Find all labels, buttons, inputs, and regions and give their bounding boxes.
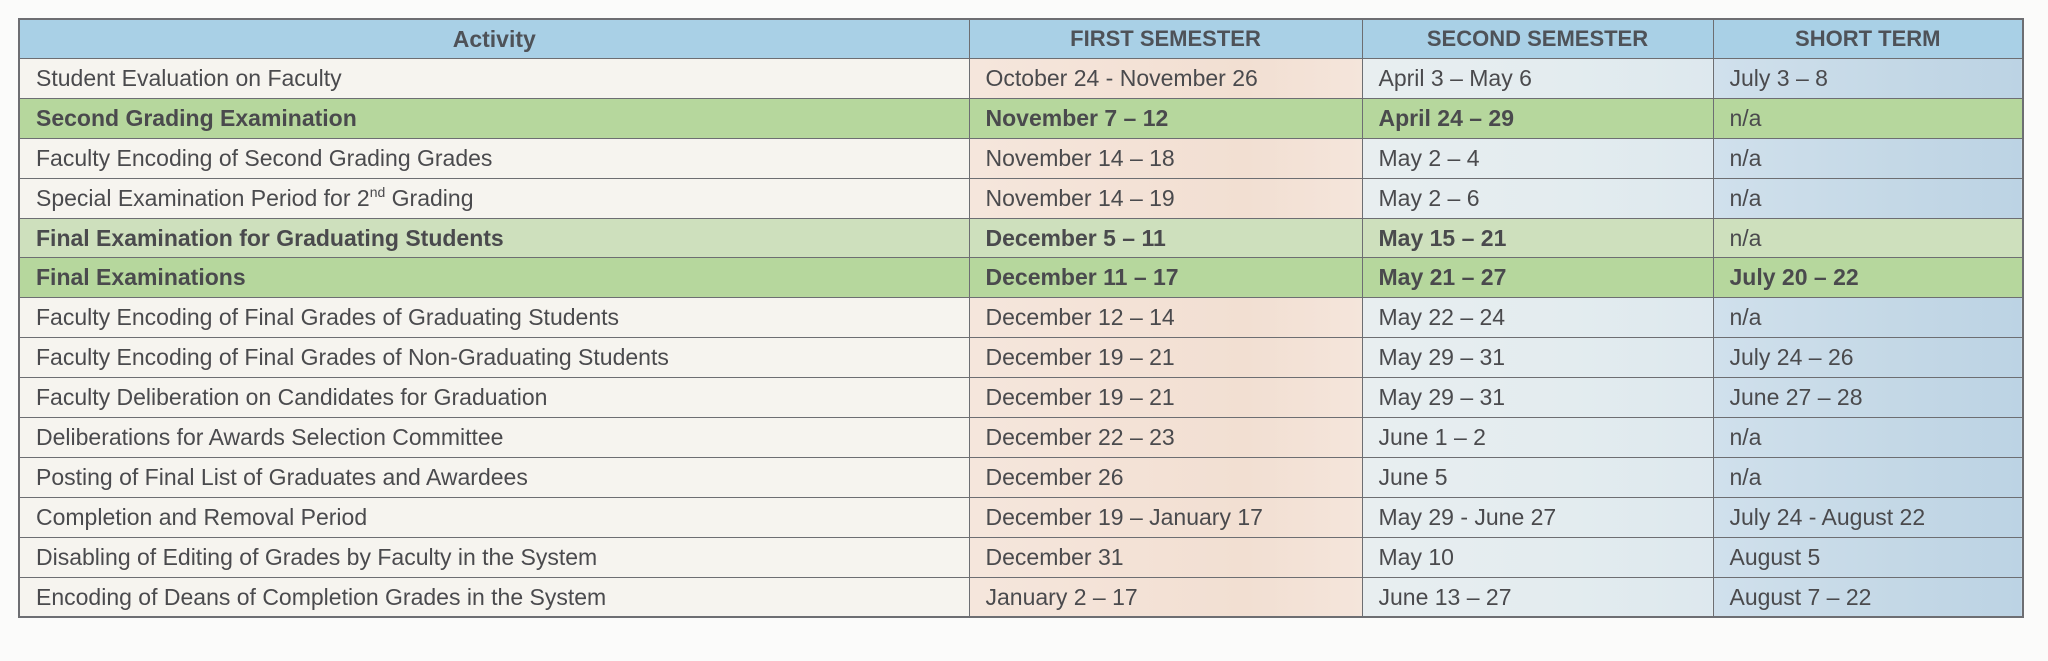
first-semester-cell: December 12 – 14 bbox=[969, 298, 1362, 338]
table-header bbox=[19, 19, 2023, 59]
activity-cell: Final Examinations bbox=[19, 258, 969, 298]
second-semester-cell: May 2 – 6 bbox=[1362, 178, 1713, 218]
activity-cell: Completion and Removal Period bbox=[19, 497, 969, 537]
table-row bbox=[19, 457, 2023, 497]
short-term-cell: August 7 – 22 bbox=[1713, 577, 2023, 617]
short-term-cell: n/a bbox=[1713, 418, 2023, 458]
header-first-semester: FIRST SEMESTER bbox=[969, 19, 1362, 59]
activity-cell: Second Grading Examination bbox=[19, 98, 969, 138]
first-semester-cell: December 26 bbox=[969, 457, 1362, 497]
second-semester-cell: April 24 – 29 bbox=[1362, 98, 1713, 138]
short-term-cell: n/a bbox=[1713, 138, 2023, 178]
short-term-cell: July 20 – 22 bbox=[1713, 258, 2023, 298]
activity-cell: Encoding of Deans of Completion Grades in the System bbox=[19, 577, 969, 617]
activity-cell: Faculty Encoding of Second Grading Grades bbox=[19, 138, 969, 178]
first-semester-cell: December 19 – 21 bbox=[969, 338, 1362, 378]
header-short-term: SHORT TERM bbox=[1713, 19, 2023, 59]
short-term-cell: August 5 bbox=[1713, 537, 2023, 577]
second-semester-cell: May 29 – 31 bbox=[1362, 378, 1713, 418]
table-row-highlighted bbox=[19, 218, 2023, 258]
first-semester-cell: December 11 – 17 bbox=[969, 258, 1362, 298]
second-semester-cell: May 2 – 4 bbox=[1362, 138, 1713, 178]
activity-cell bbox=[19, 178, 969, 218]
ordinal-superscript: nd bbox=[369, 183, 386, 200]
activity-cell: Deliberations for Awards Selection Committee bbox=[19, 418, 969, 458]
first-semester-cell: December 19 – January 17 bbox=[969, 497, 1362, 537]
table-row bbox=[19, 577, 2023, 617]
table-row bbox=[19, 418, 2023, 458]
second-semester-cell: April 3 – May 6 bbox=[1362, 59, 1713, 99]
first-semester-cell: October 24 - November 26 bbox=[969, 59, 1362, 99]
academic-calendar-table bbox=[18, 18, 2024, 618]
table-row bbox=[19, 497, 2023, 537]
table-row bbox=[19, 537, 2023, 577]
first-semester-cell: December 22 – 23 bbox=[969, 418, 1362, 458]
activity-cell: Final Examination for Graduating Students bbox=[19, 218, 969, 258]
second-semester-cell: June 13 – 27 bbox=[1362, 577, 1713, 617]
table-row-highlighted bbox=[19, 98, 2023, 138]
second-semester-cell: May 15 – 21 bbox=[1362, 218, 1713, 258]
short-term-cell: July 24 – 26 bbox=[1713, 338, 2023, 378]
activity-cell: Faculty Encoding of Final Grades of Non-Graduating Students bbox=[19, 338, 969, 378]
activity-cell: Faculty Encoding of Final Grades of Graduating Students bbox=[19, 298, 969, 338]
second-semester-cell: May 21 – 27 bbox=[1362, 258, 1713, 298]
short-term-cell: June 27 – 28 bbox=[1713, 378, 2023, 418]
header-row bbox=[19, 19, 2023, 59]
first-semester-cell: December 5 – 11 bbox=[969, 218, 1362, 258]
short-term-cell: n/a bbox=[1713, 298, 2023, 338]
first-semester-cell: November 7 – 12 bbox=[969, 98, 1362, 138]
table-row bbox=[19, 378, 2023, 418]
short-term-cell: n/a bbox=[1713, 457, 2023, 497]
second-semester-cell: May 10 bbox=[1362, 537, 1713, 577]
activity-cell: Faculty Deliberation on Candidates for Graduation bbox=[19, 378, 969, 418]
first-semester-cell: January 2 – 17 bbox=[969, 577, 1362, 617]
second-semester-cell: May 29 – 31 bbox=[1362, 338, 1713, 378]
activity-cell: Disabling of Editing of Grades by Faculty in the System bbox=[19, 537, 969, 577]
table-row bbox=[19, 178, 2023, 218]
table-row bbox=[19, 338, 2023, 378]
first-semester-cell: November 14 – 19 bbox=[969, 178, 1362, 218]
second-semester-cell: June 5 bbox=[1362, 457, 1713, 497]
short-term-cell: July 3 – 8 bbox=[1713, 59, 2023, 99]
activity-text-tail: Grading bbox=[385, 184, 474, 211]
first-semester-cell: November 14 – 18 bbox=[969, 138, 1362, 178]
table-row bbox=[19, 298, 2023, 338]
short-term-cell: n/a bbox=[1713, 98, 2023, 138]
activity-cell: Student Evaluation on Faculty bbox=[19, 59, 969, 99]
activity-cell: Posting of Final List of Graduates and Awardees bbox=[19, 457, 969, 497]
short-term-cell: n/a bbox=[1713, 178, 2023, 218]
first-semester-cell: December 31 bbox=[969, 537, 1362, 577]
short-term-cell: July 24 - August 22 bbox=[1713, 497, 2023, 537]
activity-text: Special Examination Period for 2 bbox=[36, 184, 370, 211]
table-body bbox=[19, 59, 2023, 618]
second-semester-cell: May 22 – 24 bbox=[1362, 298, 1713, 338]
header-second-semester: SECOND SEMESTER bbox=[1362, 19, 1713, 59]
second-semester-cell: May 29 - June 27 bbox=[1362, 497, 1713, 537]
short-term-cell: n/a bbox=[1713, 218, 2023, 258]
second-semester-cell: June 1 – 2 bbox=[1362, 418, 1713, 458]
table-row-highlighted bbox=[19, 258, 2023, 298]
table-row bbox=[19, 138, 2023, 178]
first-semester-cell: December 19 – 21 bbox=[969, 378, 1362, 418]
header-activity: Activity bbox=[19, 19, 969, 59]
table-row bbox=[19, 59, 2023, 99]
